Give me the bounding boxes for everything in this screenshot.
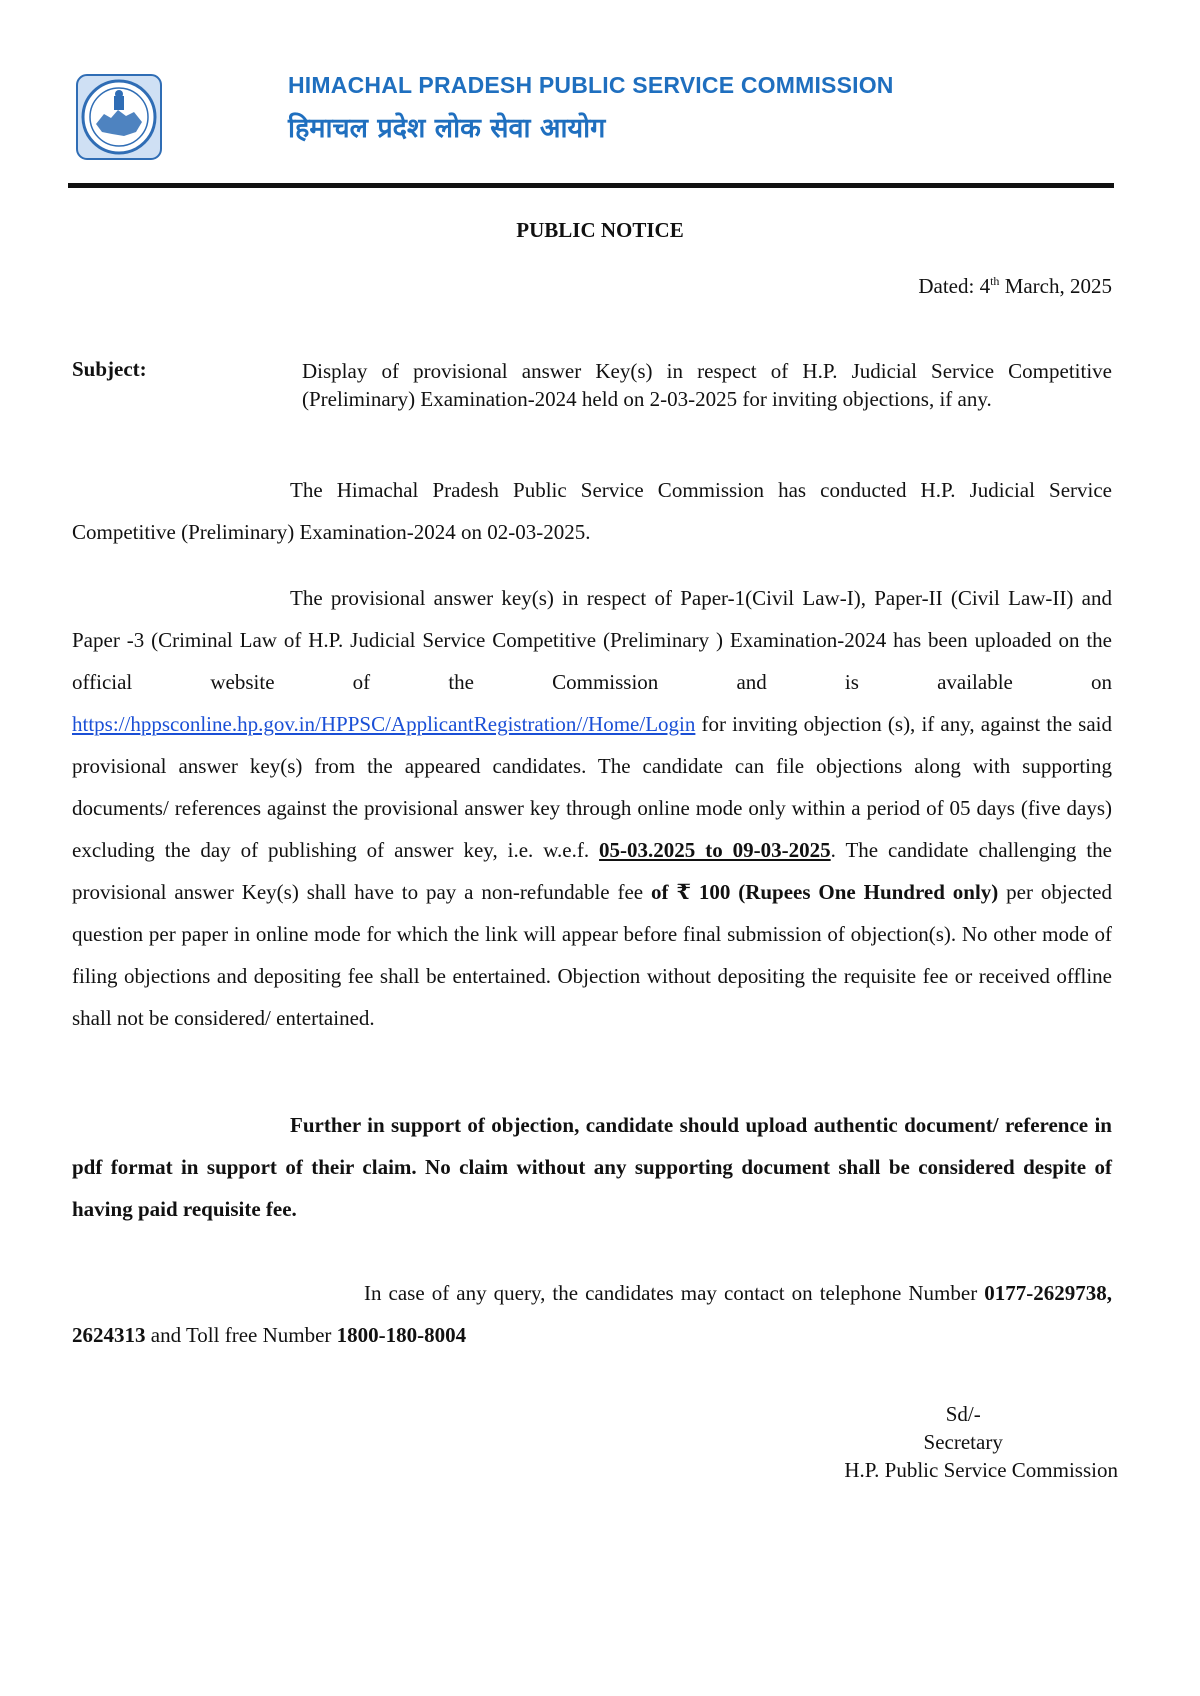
paragraph-supporting-docs	[72, 1104, 1112, 1230]
answer-key-text-1: The provisional answer key(s) in respect of Paper-1(Civil Law-I), Paper-II (Civil Law-II) and Paper -3 (Criminal Law of H.P. Judicial Service Competitive (Preliminary ) Examination-2024 has been uploaded on the official website of the Commission and is available on	[72, 586, 1112, 694]
org-name-english: HIMACHAL PRADESH PUBLIC SERVICE COMMISSION	[288, 72, 894, 98]
answer-key-text-4: per objected question per paper in online mode for which the link will appear before final submission of objection(s). No other mode of filing objections and depositing fee shall be entertained. Objection without depositing the requisite fee or received offline shall not be considered/ entertained.	[72, 880, 1112, 1030]
date-superscript: th	[990, 274, 1000, 288]
signature-sd: Sd/-	[945, 1402, 981, 1426]
date-prefix: Dated: 4	[918, 274, 991, 298]
paragraph-conducted	[72, 469, 1112, 553]
notice-title: PUBLIC NOTICE	[516, 218, 684, 242]
supporting-docs-text: Further in support of objection, candidate should upload authentic document/ reference in pdf format in support of their claim. No claim without any supporting document shall be considered despite of having paid requisite fee.	[72, 1113, 1112, 1221]
subject-text: Display of provisional answer Key(s) in respect of H.P. Judicial Service Competitive (Preliminary) Examination-2024 held on 2-03-2025 for inviting objections, if any.	[302, 359, 1112, 411]
answer-key-text-3: . The candidate challenging the provisional answer Key(s) shall have to pay a non-refundable fee	[72, 838, 1113, 904]
answer-key-text-2: for inviting objection (s), if any, against the said provisional answer key(s) from the appeared candidates. The candidate can file objections along with supporting documents/ references against the provisional answer key through online mode only within a period of 05 days (five days) excluding the day of publishing of answer key, i.e. w.e.f.	[72, 712, 1112, 862]
contact-text-2: and Toll free Number	[145, 1323, 337, 1347]
signature-block	[844, 1400, 1118, 1484]
hppsc-emblem-icon	[76, 74, 162, 160]
objection-fee: of ₹ 100 (Rupees One Hundred only)	[651, 880, 999, 904]
contact-phone-numbers: 0177-2629738, 2624313	[72, 1281, 1112, 1347]
subject-label: Subject:	[72, 357, 147, 381]
paragraph-conducted-text: The Himachal Pradesh Public Service Commission has conducted H.P. Judicial Service Competitive (Preliminary) Examination-2024 on 02-03-2025.	[72, 478, 1112, 544]
header-divider	[68, 183, 1114, 188]
contact-text-1: In case of any query, the candidates may contact on telephone Number	[364, 1281, 985, 1305]
hppsc-portal-link[interactable]: https://hppsconline.hp.gov.in/HPPSC/ApplicantRegistration//Home/Login	[72, 712, 696, 736]
paragraph-contact	[72, 1272, 1112, 1356]
signature-organisation: H.P. Public Service Commission	[844, 1458, 1118, 1482]
org-name-hindi: हिमाचल प्रदेश लोक सेवा आयोग	[288, 113, 606, 144]
notice-date	[918, 274, 1112, 299]
date-suffix: March, 2025	[999, 274, 1112, 298]
signature-designation: Secretary	[923, 1430, 1003, 1454]
objection-window-dates: 05-03.2025 to 09-03-2025	[599, 838, 831, 862]
paragraph-answer-key	[72, 577, 1112, 1039]
toll-free-number: 1800-180-8004	[336, 1323, 467, 1347]
